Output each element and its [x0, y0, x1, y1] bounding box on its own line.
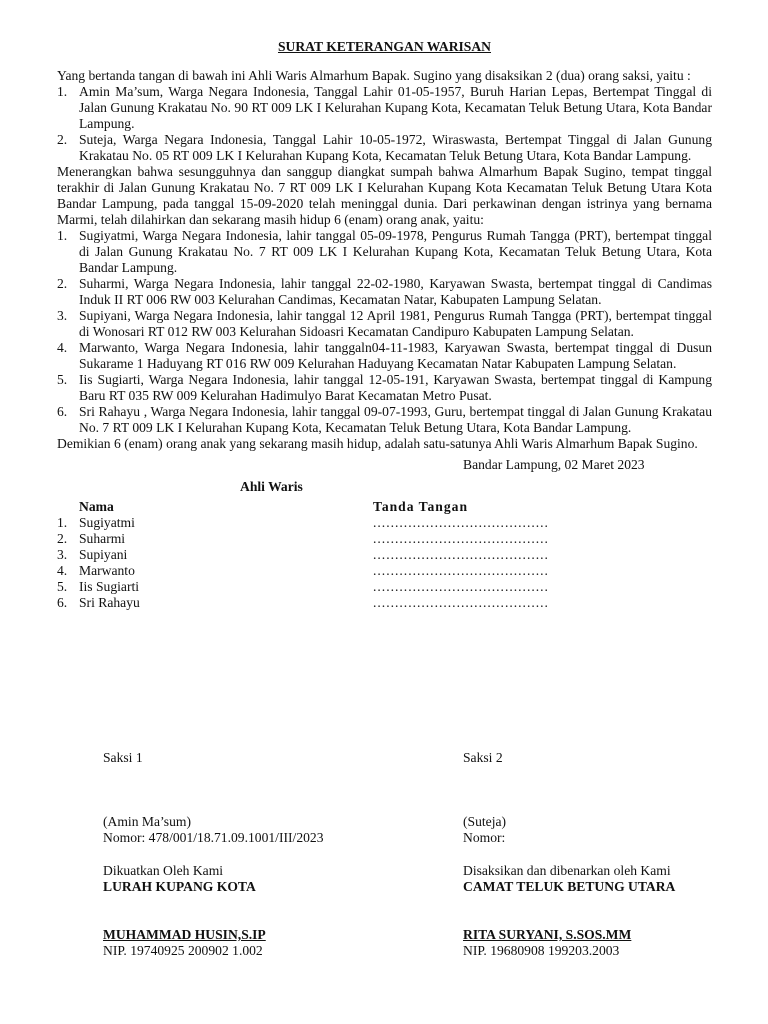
heir-name: Supiyani: [79, 547, 128, 562]
table-row: [57, 547, 712, 563]
list-number: 5.: [57, 372, 68, 387]
witness-list: [57, 84, 712, 164]
list-item: [57, 132, 712, 164]
left-auth-name: MUHAMMAD HUSIN,S.IP: [103, 927, 266, 942]
list-item-text: Amin Ma’sum, Warga Negara Indonesia, Tanggal Lahir 01-05-1957, Buruh Harian Lepas, Bertempat Tinggal di Jalan Gunung Krakatau No. 90 RT 009 LK I Kelurahan Kupang Kota, Kecamatan Teluk Betung Utara, Kota Bandar Lampung.: [79, 84, 712, 131]
list-item-text: Suteja, Warga Negara Indonesia, Tanggal Lahir 10-05-1972, Wiraswasta, Bertempat Tinggal di Jalan Gunung Krakatau No. 05 RT 009 LK I Kelurahan Kupang Kota, Kecamatan Teluk Betung Utara, Kota Bandar Lampung.: [79, 132, 712, 163]
row-number: 1.: [57, 515, 68, 530]
heir-name: Suharmi: [79, 531, 126, 546]
table-row: [57, 579, 712, 595]
document-title: SURAT KETERANGAN WARISAN: [277, 39, 491, 54]
signature-line: ........................................: [373, 531, 549, 546]
witness2-label: Saksi 2: [463, 750, 503, 765]
list-number: 6.: [57, 404, 68, 419]
table-row: [57, 563, 712, 579]
list-item-text: Supiyani, Warga Negara Indonesia, lahir tanggal 12 April 1981, Pengurus Rumah Tangga (PRT), bertempat tinggal di Wonosari RT 012 RW 003 Kelurahan Sidoasri Kecamatan Candipuro Kabupaten Lampung Selatan.: [79, 308, 712, 339]
row-number: 3.: [57, 547, 68, 562]
place-date: Bandar Lampung, 02 Maret 2023: [463, 457, 645, 472]
row-number: 2.: [57, 531, 68, 546]
column-header-signature: Tanda Tangan: [373, 499, 469, 514]
witness2-number: Nomor:: [463, 830, 506, 845]
list-number: 1.: [57, 228, 68, 243]
signature-line: ........................................: [373, 595, 549, 610]
heirs-table: [57, 499, 712, 611]
list-item: [57, 372, 712, 404]
table-header-row: [57, 499, 712, 515]
statement-paragraph: Menerangkan bahwa sesungguhnya dan sanggup diangkat sumpah bahwa Almarhum Bapak Sugino, tempat tinggal terakhir di Jalan Gunung Krakatau No. 7 RT 009 LK I Kelurahan Kupang Kota Kecamatan Teluk Betung Utara Kota Bandar Lampung, pada tanggal 15-09-2020 telah meninggal dunia. Dari perkawinan dengan istrinya yang bernama Marmi, telah dilahirkan dan sekarang masih hidup 6 (enam) orang anak, yaitu:: [57, 164, 712, 227]
row-number: 5.: [57, 579, 68, 594]
list-item: [57, 340, 712, 372]
closing-paragraph: Demikian 6 (enam) orang anak yang sekarang masih hidup, adalah satu-satunya Ahli Waris Almarhum Bapak Sugino.: [57, 436, 698, 451]
list-item-text: Suharmi, Warga Negara Indonesia, lahir tanggal 22-02-1980, Karyawan Swasta, bertempat tinggal di Candimas Induk II RT 006 RW 003 Kelurahan Candimas, Kecamatan Natar, Kabupaten Lampung Selatan.: [79, 276, 712, 307]
left-auth-office: LURAH KUPANG KOTA: [103, 879, 256, 894]
heir-name: Sugiyatmi: [79, 515, 135, 530]
list-item: [57, 228, 712, 276]
document-page: [57, 39, 712, 611]
list-number: 3.: [57, 308, 68, 323]
table-row: [57, 531, 712, 547]
list-item-text: Marwanto, Warga Negara Indonesia, lahir tanggaln04-11-1983, Karyawan Swasta, bertempat tinggal di Dusun Sukarame 1 Haduyang RT 016 RW 009 Kelurahan Haduyang Kecamatan Natar Kabupaten Lampung Selatan.: [79, 340, 712, 371]
witness1-name: (Amin Ma’sum): [103, 814, 191, 829]
list-item-text: Iis Sugiarti, Warga Negara Indonesia, lahir tanggal 12-05-191, Karyawan Swasta, bertempat tinggal di Kampung Baru RT 035 RW 009 Kelurahan Hadimulyo Barat Kecamatan Metro Pusat.: [79, 372, 712, 403]
right-auth-nip: NIP. 19680908 199203.2003: [463, 943, 620, 958]
list-number: 2.: [57, 276, 68, 291]
column-header-name: Nama: [79, 499, 114, 514]
list-number: 2.: [57, 132, 68, 147]
signature-line: ........................................: [373, 515, 549, 530]
table-row: [57, 515, 712, 531]
list-item: [57, 404, 712, 436]
right-auth-line: Disaksikan dan dibenarkan oleh Kami: [463, 863, 671, 878]
signature-line: ........................................: [373, 579, 549, 594]
list-item: [57, 84, 712, 132]
heirs-header: Ahli Waris: [240, 479, 303, 494]
heir-name: Marwanto: [79, 563, 135, 578]
children-list: [57, 228, 712, 436]
witness1-number: Nomor: 478/001/18.71.09.1001/III/2023: [103, 830, 324, 845]
row-number: 4.: [57, 563, 68, 578]
witness1-label: Saksi 1: [103, 750, 143, 765]
list-number: 1.: [57, 84, 68, 99]
signature-line: ........................................: [373, 547, 549, 562]
list-item: [57, 276, 712, 308]
right-auth-name: RITA SURYANI, S.SOS.MM: [463, 927, 632, 942]
left-auth-line: Dikuatkan Oleh Kami: [103, 863, 224, 878]
list-item-text: Sugiyatmi, Warga Negara Indonesia, lahir tanggal 05-09-1978, Pengurus Rumah Tangga (PRT), bertempat tinggal di Jalan Gunung Krakatau No. 7 RT 009 LK I Kelurahan Kupang Kota, Kecamatan Teluk Betung Utara, Kota Bandar Lampung.: [79, 228, 712, 275]
list-item: [57, 308, 712, 340]
heir-name: Iis Sugiarti: [79, 579, 140, 594]
heir-name: Sri Rahayu: [79, 595, 140, 610]
row-number: 6.: [57, 595, 68, 610]
table-row: [57, 595, 712, 611]
intro-paragraph: Yang bertanda tangan di bawah ini Ahli Waris Almarhum Bapak. Sugino yang disaksikan 2 (dua) orang saksi, yaitu :: [57, 68, 691, 83]
witness2-name: (Suteja): [463, 814, 507, 829]
right-auth-office: CAMAT TELUK BETUNG UTARA: [463, 879, 676, 894]
signature-line: ........................................: [373, 563, 549, 578]
list-number: 4.: [57, 340, 68, 355]
list-item-text: Sri Rahayu , Warga Negara Indonesia, lahir tanggal 09-07-1993, Guru, bertempat tinggal di Jalan Gunung Krakatau No. 7 RT 009 LK I Kelurahan Kupang Kota, Kecamatan Teluk Betung Utara, Kota Bandar Lampung.: [79, 404, 712, 435]
left-auth-nip: NIP. 19740925 200902 1.002: [103, 943, 263, 958]
